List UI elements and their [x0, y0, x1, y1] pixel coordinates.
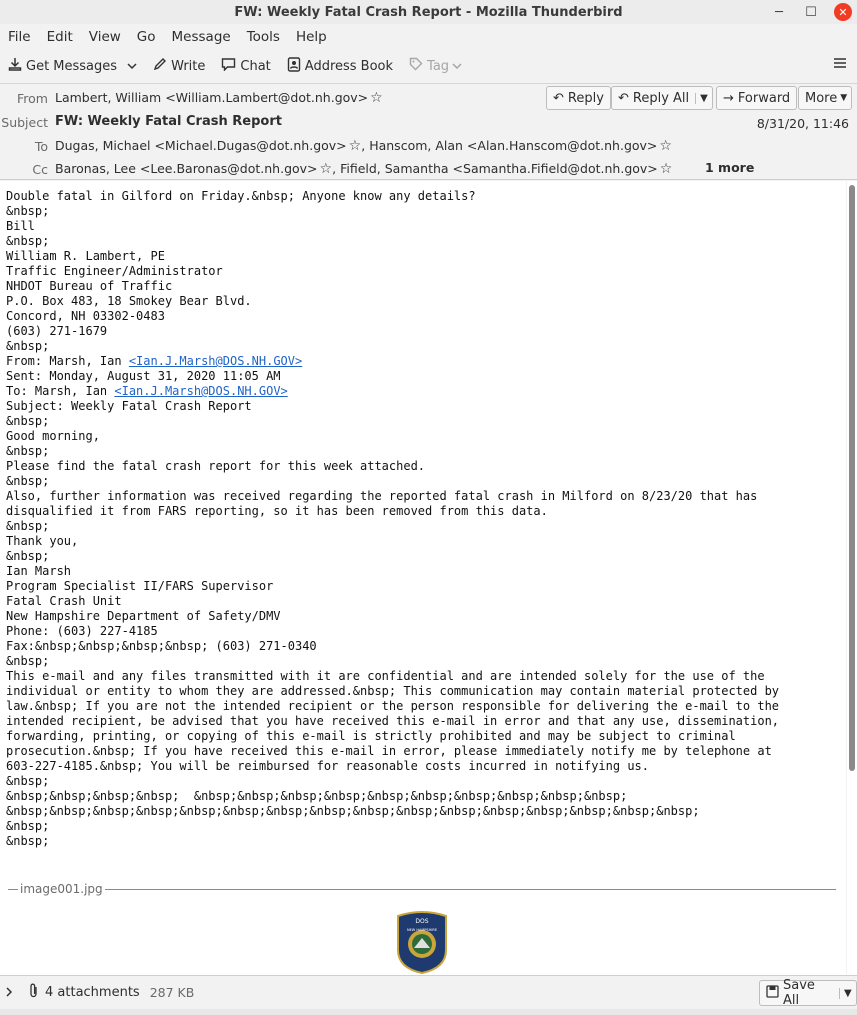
address-book-label: Address Book — [304, 58, 394, 74]
from-label: From — [17, 91, 48, 106]
tag-button[interactable] — [405, 53, 466, 79]
get-messages-dropdown[interactable] — [123, 53, 141, 79]
attachment-count[interactable]: 4 attachments — [45, 985, 140, 1000]
reply-all-icon: ↶ — [618, 90, 629, 106]
chevron-down-icon: ▼ — [840, 93, 848, 103]
reply-button[interactable] — [546, 86, 611, 110]
cc-recipients — [55, 161, 672, 177]
menu-help[interactable]: Help — [295, 28, 327, 45]
scrollbar-thumb[interactable] — [849, 185, 855, 771]
star-icon[interactable]: ☆ — [370, 90, 383, 106]
subject-value: FW: Weekly Fatal Crash Report — [55, 114, 282, 129]
status-bar — [0, 1009, 857, 1015]
message-header — [0, 84, 857, 180]
save-all-button[interactable] — [759, 980, 857, 1006]
recipient-separator: , — [332, 161, 337, 176]
to-label: To — [34, 139, 48, 154]
tag-icon — [409, 57, 423, 75]
title-bar — [0, 0, 857, 24]
message-date: 8/31/20, 11:46 — [756, 116, 849, 131]
menu-view[interactable]: View — [88, 28, 121, 45]
star-icon[interactable]: ☆ — [319, 161, 333, 177]
menu-tools[interactable]: Tools — [246, 28, 280, 45]
chevron-down-icon — [127, 59, 137, 74]
star-icon[interactable]: ☆ — [659, 138, 672, 154]
maximize-icon[interactable]: ☐ — [805, 4, 817, 20]
message-text — [0, 181, 840, 849]
tag-label: Tag — [427, 58, 450, 74]
pencil-icon — [153, 57, 167, 75]
menu-message[interactable]: Message — [171, 28, 231, 45]
paperclip-icon — [29, 983, 39, 1003]
recipient[interactable]: Dugas, Michael <Michael.Dugas@dot.nh.gov> — [55, 138, 347, 153]
body-text: Double fatal in Gilford on Friday.&nbsp; Anyone know any details? &nbsp; Bill &nbsp; William R. Lambert, PE Traffic Engineer/Administrator NHDOT Bureau of Traffic P.O. Box 483, 18 Smokey Bear Blvd. Concord, NH 03302-0483 (603) 271-1679 &nbsp; From: Marsh, Ian — [6, 189, 476, 368]
attachment-size: 287 KB — [149, 985, 195, 1000]
star-icon[interactable]: ☆ — [348, 138, 362, 154]
message-body[interactable] — [0, 181, 846, 975]
menu-file[interactable]: File — [8, 28, 31, 45]
chat-bubble-icon — [221, 57, 236, 75]
chevron-down-icon[interactable]: ▼ — [839, 988, 856, 999]
vertical-scrollbar[interactable] — [847, 181, 857, 975]
department-of-safety-seal-image — [394, 910, 450, 974]
chat-label: Chat — [240, 58, 271, 74]
email-link[interactable]: <Ian.J.Marsh@DOS.NH.GOV> — [128, 354, 303, 368]
menu-edit[interactable]: Edit — [46, 28, 73, 45]
more-label: More — [805, 90, 838, 106]
reply-all-button[interactable] — [611, 86, 713, 110]
reply-icon: ↶ — [553, 90, 564, 106]
download-icon — [8, 57, 22, 75]
chevron-down-icon[interactable]: ▼ — [695, 93, 708, 104]
more-button[interactable] — [798, 86, 852, 110]
menu-go[interactable]: Go — [136, 28, 156, 45]
star-icon[interactable]: ☆ — [659, 161, 673, 177]
address-book-button[interactable] — [283, 53, 397, 79]
window-title: FW: Weekly Fatal Crash Report - Mozilla Thunderbird — [234, 4, 623, 20]
inline-attachment-name: image001.jpg — [20, 882, 103, 896]
svg-text:NEW HAMPSHIRE: NEW HAMPSHIRE — [406, 928, 438, 932]
cc-label: Cc — [32, 162, 48, 177]
get-messages-label: Get Messages — [26, 58, 118, 74]
forward-button[interactable] — [716, 86, 797, 110]
menu-bar — [0, 24, 857, 49]
chat-button[interactable] — [217, 53, 274, 79]
recipient[interactable]: Fifield, Samantha <Samantha.Fifield@dot.nh.gov> — [340, 161, 658, 176]
more-recipients-link[interactable]: 1 more — [705, 160, 755, 175]
close-icon: ✕ — [834, 3, 852, 21]
recipient-separator: , — [361, 138, 366, 153]
reply-label: Reply — [567, 90, 604, 106]
save-all-label: Save All — [783, 978, 815, 1008]
hamburger-menu-icon[interactable] — [833, 55, 847, 74]
body-text: Sent: Monday, August 31, 2020 11:05 AM To: Marsh, Ian — [6, 369, 281, 398]
svg-text:DOS: DOS — [415, 918, 429, 925]
from-value — [55, 90, 383, 106]
chevron-right-icon — [5, 987, 13, 997]
email-link[interactable]: <Ian.J.Marsh@DOS.NH.GOV> — [114, 384, 288, 398]
close-window-button[interactable] — [831, 0, 855, 24]
main-toolbar — [0, 49, 857, 84]
recipient[interactable]: Hanscom, Alan <Alan.Hanscom@dot.nh.gov> — [369, 138, 658, 153]
chevron-down-icon — [452, 59, 462, 74]
get-messages-button[interactable] — [4, 53, 121, 79]
reply-all-label: Reply All — [632, 90, 690, 106]
to-recipients — [55, 138, 672, 154]
minimize-icon[interactable]: ─ — [775, 4, 783, 20]
from-address[interactable]: Lambert, William <William.Lambert@dot.nh.gov> — [55, 90, 369, 105]
forward-label: Forward — [737, 90, 791, 106]
write-label: Write — [171, 58, 206, 74]
save-icon — [766, 985, 779, 1002]
expand-attachments-toggle[interactable] — [5, 986, 19, 1000]
forward-icon: → — [723, 90, 734, 106]
recipient[interactable]: Baronas, Lee <Lee.Baronas@dot.nh.gov> — [55, 161, 318, 176]
attachment-divider — [8, 889, 836, 890]
subject-label: Subject — [1, 115, 48, 130]
attachment-bar — [0, 975, 857, 1009]
address-book-icon — [287, 57, 301, 76]
body-text: Subject: Weekly Fatal Crash Report &nbsp; Good morning, &nbsp; Please find the fatal crash report for this week attached. &nbsp; Also, further information was received regarding the reported fatal crash in Milford on 8/23/20 that has disqualified it from FARS reporting, so it has been removed from this data. &nbsp; Thank you, &nbsp; Ian Marsh Program Specialist II/FARS Supervisor Fatal Crash Unit New Hampshire Department of Safety/DMV Phone: (603) 227-4185 Fax:&nbsp;&nbsp;&nbsp;&nbsp; (603) 271-0340 &nbsp; This e-mail and any files transmitted with it are confidential and are intended solely for the use of the individual or entity to whom they are addressed.&nbsp; This communication may contain material protected by law.&nbsp; If you are not the intended recipient or the person responsible for delivering the e-mail to the intended recipient, be advised that you have received this e-mail in error and that any use, dissemination, forwarding, printing, or copying of this e-mail is strictly prohibited and may be subject to criminal prosecution.&nbsp; If you have received this e-mail in error, please immediately notify me by telephone at 603-227-4185.&nbsp; You will be reimbursed for reasonable costs incurred in notifying us. &nbsp; &nbsp;&nbsp;&nbsp;&nbsp; &nbsp;&nbsp;&nbsp;&nbsp;&nbsp;&nbsp;&nbsp;&nbsp;&nbsp;&nbsp; &nbsp;&nbsp;&nbsp;&nbsp;&nbsp;&nbsp;&nbsp;&nbsp;&nbsp;&nbsp;&nbsp;&nbsp;&nbsp;&nbsp;&nbsp;&nbsp; &nbsp; &nbsp; — [6, 399, 780, 848]
write-button[interactable] — [149, 53, 209, 79]
